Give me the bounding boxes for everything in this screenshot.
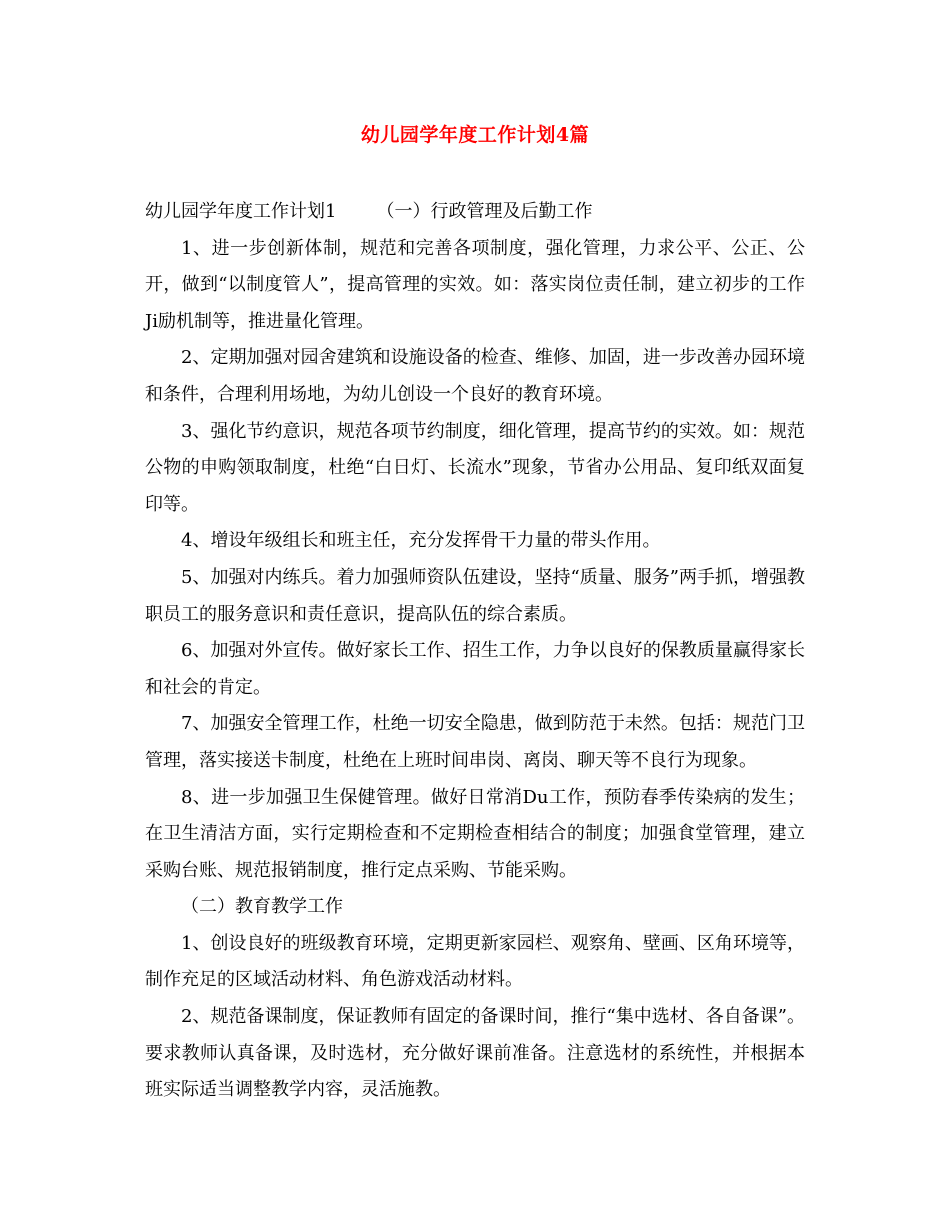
part1-item-2: 2、定期加强对园舍建筑和设施设备的检查、维修、加固，进一步改善办园环境和条件，合理利用场地，为幼儿创设一个良好的教育环境。 (145, 347, 805, 405)
part2-heading: （二）教育教学工作 (181, 896, 343, 918)
section-heading-line (145, 194, 805, 231)
part1-item-1: 1、进一步创新体制，规范和完善各项制度，强化管理，力求公平、公正、公开，做到“以制度管人”，提高管理的实效。如：落实岗位责任制，建立初步的工作Ji励机制等，推进量化管理。 (145, 237, 805, 332)
part1-item-6: 6、加强对外宣传。做好家长工作、招生工作，力争以良好的保教质量赢得家长和社会的肯定。 (145, 640, 805, 698)
part2-item-1: 1、创设良好的班级教育环境，定期更新家园栏、观察角、壁画、区角环境等，制作充足的区域活动材料、角色游戏活动材料。 (145, 932, 805, 991)
part1-item-7: 7、加强安全管理工作，杜绝一切安全隐患，做到防范于未然。包括：规范门卫管理，落实接送卡制度，杜绝在上班时间串岗、离岗、聊天等不良行为现象。 (145, 713, 805, 771)
document-body (145, 194, 805, 1109)
part1-item-5: 5、加强对内练兵。着力加强师资队伍建设，坚持“质量、服务”两手抓，增强教职员工的服务意识和责任意识，提高队伍的综合素质。 (145, 566, 805, 625)
document-title: 幼儿园学年度工作计划4篇 (360, 124, 590, 146)
part1-item-8: 8、进一步加强卫生保健管理。做好日常消Du工作，预防春季传染病的发生；在卫生清洁方面，实行定期检查和不定期检查相结合的制度；加强食堂管理，建立采购台账、规范报销制度，推行定点采购、节能采购。 (145, 786, 805, 881)
part1-item-4: 4、增设年级组长和班主任，充分发挥骨干力量的带头作用。 (181, 530, 661, 552)
part1-heading: （一）行政管理及后勤工作 (376, 201, 593, 222)
part2-item-2: 2、规范备课制度，保证教师有固定的备课时间，推行“集中选材、各自备课”。要求教师认真备课，及时选材，充分做好课前准备。注意选材的系统性，并根据本班实际适当调整教学内容，灵活施教。 (145, 1006, 805, 1101)
part1-item-3: 3、强化节约意识，规范各项节约制度，细化管理，提高节约的实效。如：规范公物的申购领取制度，杜绝“白日灯、长流水”现象，节省办公用品、复印纸双面复印等。 (145, 420, 805, 515)
section-label: 幼儿园学年度工作计划1 (145, 201, 337, 222)
